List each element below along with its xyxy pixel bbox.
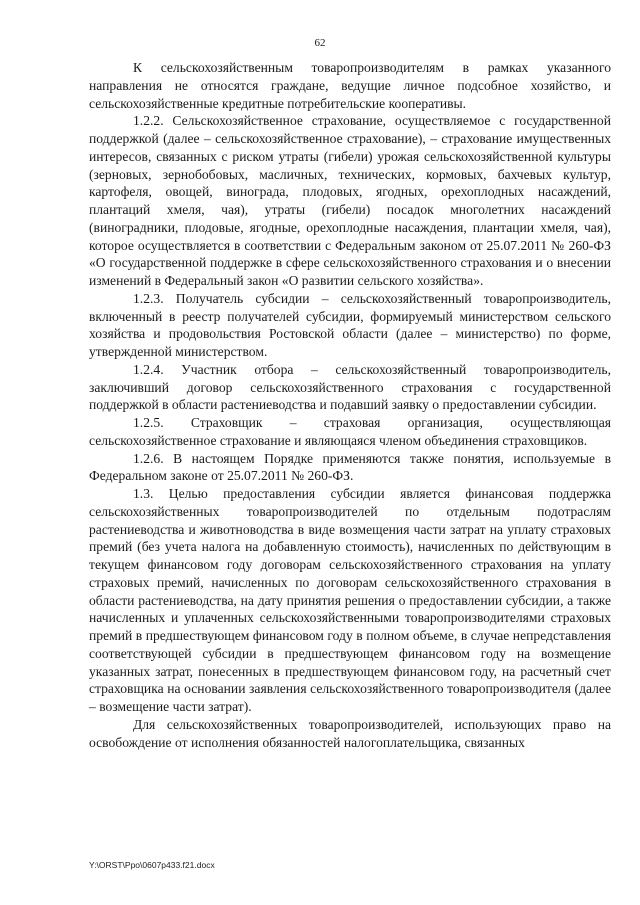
paragraph-1-2-4-selection-participant: 1.2.4. Участник отбора – сельскохозяйственный товаропроизводитель, заключивший договор сельскохозяйственного страхования с государственной поддержкой в области растениеводства и подавший заявку о предоставлении субсидии. (89, 361, 611, 413)
paragraph-1-2-6-definitions: 1.2.6. В настоящем Порядке применяются также понятия, используемые в Федеральном законе от 25.07.2011 № 260-ФЗ. (89, 450, 611, 484)
paragraph-1-2-5-insurer: 1.2.5. Страховщик – страховая организация, осуществляющая сельскохозяйственное страхование и являющаяся членом объединения страховщиков. (89, 415, 611, 448)
paragraph-1-2-2-agricultural-insurance: 1.2.2. Сельскохозяйственное страхование, осуществляемое с государственной поддержкой (далее – сельскохозяйственное страхование), – страхование имущественных интересов, связанных с риском утраты (гибели) урожая сельскохозяйственной культуры (зерновых, зернобобовых, масличных, технических, кормовых, бахчевых культур, картофеля, овощей, винограда, плодовых, ягодных, орехоплодных насаждений, плантаций хмеля, чая), утраты (гибели) посадок многолетних насаждений (виноградники, плодовые, ягодные, орехоплодные насаждения, плантации хмеля, чая), которое осуществляется в соответствии с Федеральным законом от 25.07.2011 № 260-ФЗ «О государственной поддержке в сфере сельскохозяйственного страхования и о внесении изменений в Федеральный закон «О развитии сельского хозяйства». (89, 113, 611, 288)
document-body (89, 59, 611, 751)
paragraph-tax-exemption: Для сельскохозяйственных товаропроизводителей, использующих право на освобождение от исполнения обязанностей налогоплательщика, связанных (89, 716, 611, 750)
footer-file-path: Y:\ORST\Ppo\0607p433.f21.docx (89, 860, 215, 870)
paragraph-agricultural-producers-exclusions: К сельскохозяйственным товаропроизводителям в рамках указанного направления не относятся граждане, ведущие личное подсобное хозяйство, и сельскохозяйственные кредитные потребительские кооперативы. (89, 60, 611, 111)
paragraph-1-2-3-subsidy-recipient: 1.2.3. Получатель субсидии – сельскохозяйственный товаропроизводитель, включенный в реестр получателей субсидии, формируемый министерством сельского хозяйства и продовольствия Ростовской области (далее – министерство) по форме, утвержденной министерством. (89, 290, 611, 359)
page-number: 62 (314, 37, 326, 49)
paragraph-1-3-subsidy-purpose: 1.3. Целью предоставления субсидии является финансовая поддержка сельскохозяйственных товаропроизводителей по отдельным подотраслям растениеводства и животноводства в виде возмещения части затрат на уплату страховых премий (без учета налога на добавленную стоимость), начисленных по действующим в текущем финансовом году договорам сельскохозяйственного страхования на уплату страховых премий, начисленных по договорам сельскохозяйственного страхования в области растениеводства, на дату принятия решения о предоставлении субсидии, а также начисленных и уплаченных сельскохозяйственными товаропроизводителями страховых премий в предшествующем финансовом году в полном объеме, в случае непредставления соответствующей субсидии в предшествующем финансовом году на возмещение указанных затрат, понесенных в предшествующем финансовом году, на расчетный счет страховщика на основании заявления сельскохозяйственного товаропроизводителя (далее – возмещение части затрат). (89, 486, 611, 714)
